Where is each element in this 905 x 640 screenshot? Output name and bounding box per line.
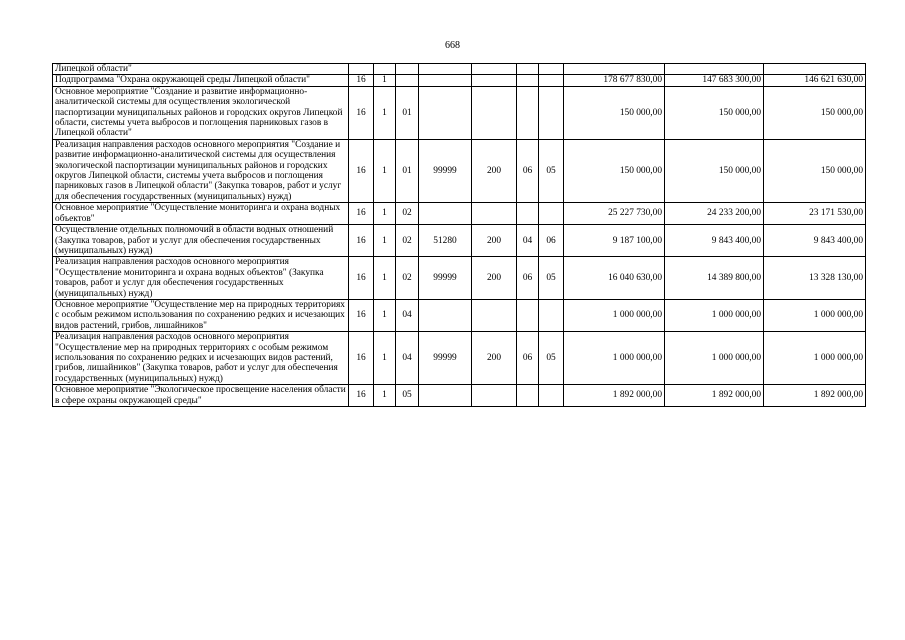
amount-year-3: 150 000,00 — [764, 86, 866, 139]
amount-year-3: 1 892 000,00 — [764, 385, 866, 407]
code-expense-type — [472, 385, 517, 407]
code-direction — [419, 203, 472, 225]
code-program: 1 — [374, 86, 396, 139]
code-ministry: 16 — [349, 139, 374, 202]
amount-year-1: 1 000 000,00 — [564, 299, 665, 331]
code-expense-type: 200 — [472, 225, 517, 257]
code-activity: 04 — [396, 299, 419, 331]
page-number: 668 — [445, 40, 460, 51]
code-program: 1 — [374, 332, 396, 385]
amount-year-2 — [665, 64, 764, 75]
row-name: Основное мероприятие "Создание и развитие информационно-аналитической системы для осуществления экологической паспортизации муниципальных районов и городских округов Липецкой области, системы учета выбросов и поглощения парниковых газов в Липецкой области" — [53, 86, 349, 139]
amount-year-3: 9 843 400,00 — [764, 225, 866, 257]
code-expense-type: 200 — [472, 332, 517, 385]
row-name: Реализация направления расходов основного мероприятия "Создание и развитие информационно-аналитической системы для осуществления экологической паспортизации муниципальных районов и городских округов Липецкой области, системы учета выбросов и поглощения парниковых газов в Липецкой области" (Закупка товаров, работ и услуг для обеспечения государственных (муниципальных) нужд) — [53, 139, 349, 202]
code-expense-type — [472, 86, 517, 139]
amount-year-3: 13 328 130,00 — [764, 257, 866, 300]
row-name: Подпрограмма "Охрана окружающей среды Липецкой области" — [53, 75, 349, 86]
code-ministry: 16 — [349, 225, 374, 257]
code-subsection — [539, 385, 564, 407]
code-subsection: 05 — [539, 139, 564, 202]
code-program — [374, 64, 396, 75]
code-section — [517, 385, 539, 407]
code-section — [517, 299, 539, 331]
amount-year-2: 1 000 000,00 — [665, 299, 764, 331]
code-direction: 51280 — [419, 225, 472, 257]
amount-year-1: 150 000,00 — [564, 86, 665, 139]
code-direction — [419, 64, 472, 75]
row-name: Основное мероприятие "Осуществление мониторинга и охрана водных объектов" — [53, 203, 349, 225]
table-row — [53, 203, 866, 225]
code-section: 06 — [517, 139, 539, 202]
amount-year-1: 150 000,00 — [564, 139, 665, 202]
code-program: 1 — [374, 75, 396, 86]
amount-year-1: 9 187 100,00 — [564, 225, 665, 257]
amount-year-3: 1 000 000,00 — [764, 332, 866, 385]
amount-year-1: 16 040 630,00 — [564, 257, 665, 300]
amount-year-1: 1 892 000,00 — [564, 385, 665, 407]
row-name: Осуществление отдельных полномочий в области водных отношений (Закупка товаров, работ и услуг для обеспечения государственных (муниципальных) нужд) — [53, 225, 349, 257]
code-section — [517, 64, 539, 75]
amount-year-2: 150 000,00 — [665, 86, 764, 139]
amount-year-3: 146 621 630,00 — [764, 75, 866, 86]
code-ministry: 16 — [349, 332, 374, 385]
code-subsection: 05 — [539, 332, 564, 385]
budget-table — [52, 63, 866, 407]
code-activity: 01 — [396, 139, 419, 202]
code-direction — [419, 299, 472, 331]
amount-year-2: 14 389 800,00 — [665, 257, 764, 300]
table-row — [53, 75, 866, 86]
code-program: 1 — [374, 299, 396, 331]
code-direction: 99999 — [419, 139, 472, 202]
code-activity: 01 — [396, 86, 419, 139]
code-ministry: 16 — [349, 299, 374, 331]
code-expense-type: 200 — [472, 257, 517, 300]
table-row — [53, 257, 866, 300]
row-name: Реализация направления расходов основного мероприятия "Осуществление мер на природных территориях с особым режимом использования по сохранению редких и исчезающих видов растений, грибов, лишайников" (Закупка товаров, работ и услуг для обеспечения государственных (муниципальных) нужд) — [53, 332, 349, 385]
amount-year-3 — [764, 64, 866, 75]
code-section: 06 — [517, 257, 539, 300]
amount-year-2: 24 233 200,00 — [665, 203, 764, 225]
code-section — [517, 86, 539, 139]
code-activity: 02 — [396, 225, 419, 257]
row-name: Основное мероприятие "Экологическое просвещение населения области в сфере охраны окружающей среды" — [53, 385, 349, 407]
code-program: 1 — [374, 257, 396, 300]
table-row — [53, 299, 866, 331]
code-section: 04 — [517, 225, 539, 257]
amount-year-2: 1 000 000,00 — [665, 332, 764, 385]
code-subsection — [539, 203, 564, 225]
amount-year-3: 1 000 000,00 — [764, 299, 866, 331]
amount-year-3: 150 000,00 — [764, 139, 866, 202]
code-activity — [396, 75, 419, 86]
table-row — [53, 86, 866, 139]
code-subsection — [539, 64, 564, 75]
amount-year-2: 9 843 400,00 — [665, 225, 764, 257]
amount-year-1: 25 227 730,00 — [564, 203, 665, 225]
code-activity: 02 — [396, 203, 419, 225]
code-ministry: 16 — [349, 75, 374, 86]
amount-year-1 — [564, 64, 665, 75]
table-row — [53, 225, 866, 257]
code-direction: 99999 — [419, 257, 472, 300]
row-name: Липецкой области" — [53, 64, 349, 75]
amount-year-1: 178 677 830,00 — [564, 75, 665, 86]
table-row — [53, 332, 866, 385]
code-subsection — [539, 299, 564, 331]
code-direction — [419, 385, 472, 407]
code-activity: 04 — [396, 332, 419, 385]
code-subsection — [539, 75, 564, 86]
code-ministry: 16 — [349, 257, 374, 300]
table-row — [53, 385, 866, 407]
code-ministry: 16 — [349, 203, 374, 225]
code-expense-type: 200 — [472, 139, 517, 202]
code-subsection — [539, 86, 564, 139]
amount-year-3: 23 171 530,00 — [764, 203, 866, 225]
code-program: 1 — [374, 139, 396, 202]
code-subsection: 06 — [539, 225, 564, 257]
code-section — [517, 75, 539, 86]
code-ministry — [349, 64, 374, 75]
code-subsection: 05 — [539, 257, 564, 300]
code-program: 1 — [374, 385, 396, 407]
amount-year-1: 1 000 000,00 — [564, 332, 665, 385]
row-name: Основное мероприятие "Осуществление мер на природных территориях с особым режимом использования по сохранению редких и исчезающих видов растений, грибов, лишайников" — [53, 299, 349, 331]
code-section — [517, 203, 539, 225]
code-direction — [419, 86, 472, 139]
code-section: 06 — [517, 332, 539, 385]
code-activity: 05 — [396, 385, 419, 407]
table-row — [53, 64, 866, 75]
code-program: 1 — [374, 203, 396, 225]
table-row — [53, 139, 866, 202]
amount-year-2: 1 892 000,00 — [665, 385, 764, 407]
code-expense-type — [472, 203, 517, 225]
code-activity: 02 — [396, 257, 419, 300]
code-expense-type — [472, 75, 517, 86]
row-name: Реализация направления расходов основного мероприятия "Осуществление мониторинга и охрана водных объектов" (Закупка товаров, работ и услуг для обеспечения государственных (муниципальных) нужд) — [53, 257, 349, 300]
code-ministry: 16 — [349, 385, 374, 407]
code-expense-type — [472, 64, 517, 75]
code-direction — [419, 75, 472, 86]
code-expense-type — [472, 299, 517, 331]
code-activity — [396, 64, 419, 75]
code-direction: 99999 — [419, 332, 472, 385]
code-ministry: 16 — [349, 86, 374, 139]
amount-year-2: 150 000,00 — [665, 139, 764, 202]
amount-year-2: 147 683 300,00 — [665, 75, 764, 86]
code-program: 1 — [374, 225, 396, 257]
